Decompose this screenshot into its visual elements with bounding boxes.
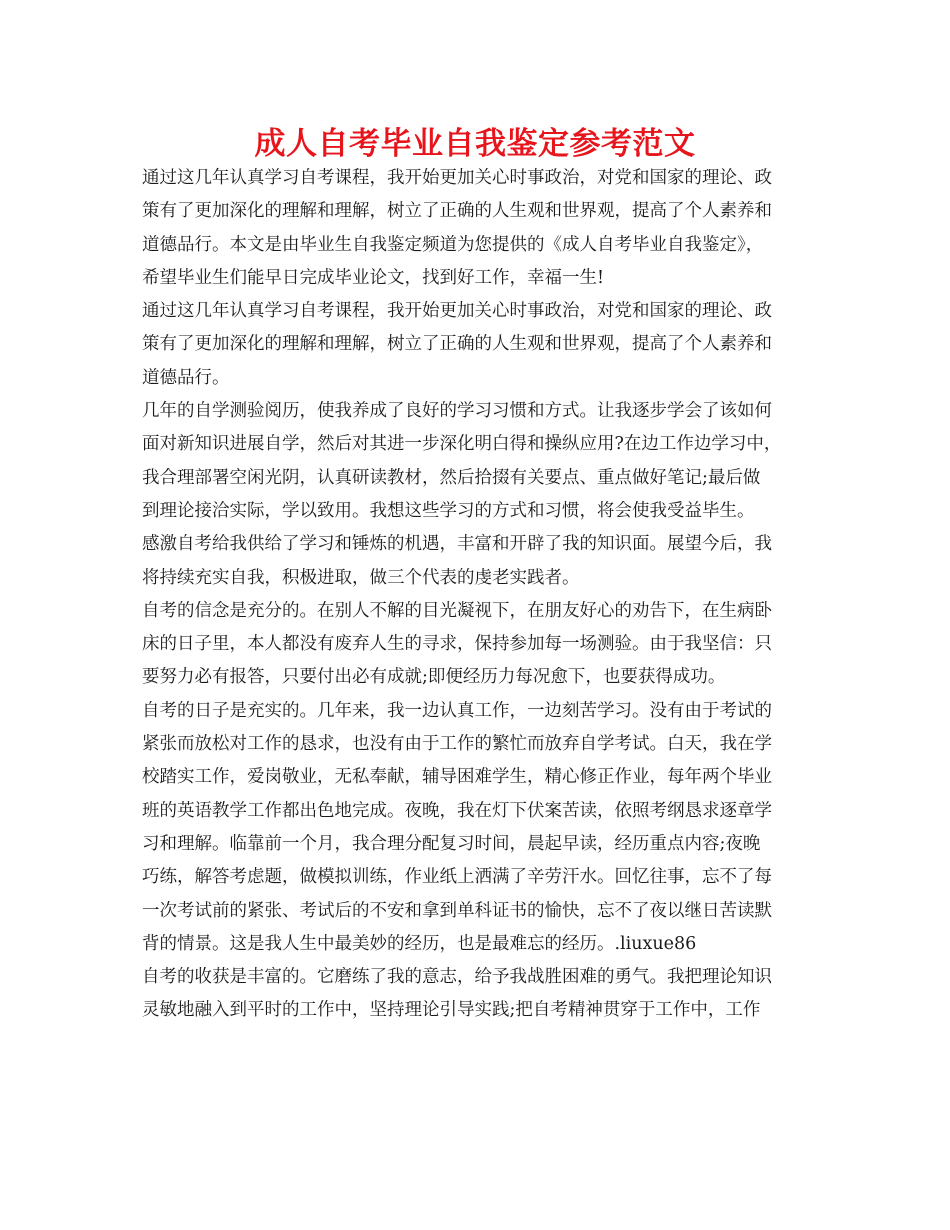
text-line: 将持续充实自我，积极进取，做三个代表的虔老实践者。 bbox=[142, 567, 580, 588]
text-line: 我合理部署空闲光阴，认真研读教材，然后拾掇有关要点、重点做好笔记;最后做 bbox=[142, 467, 761, 488]
text-line: 策有了更加深化的理解和理解，树立了正确的人生观和世界观，提高了个人素养和 bbox=[142, 334, 772, 355]
text-line: 自考的日子是充实的。几年来，我一边认真工作，一边刻苦学习。没有由于考试的 bbox=[142, 700, 772, 721]
text-line: 到理论接洽实际，学以致用。我想这些学习的方式和习惯，将会使我受益毕生。 bbox=[142, 500, 755, 521]
text-line: 通过这几年认真学习自考课程，我开始更加关心时事政治，对党和国家的理论、政 bbox=[142, 168, 772, 188]
text-line: 面对新知识进展自学，然后对其进一步深化明白得和操纵应用?在边工作边学习中， bbox=[142, 434, 782, 455]
text-line: 通过这几年认真学习自考课程，我开始更加关心时事政治，对党和国家的理论、政 bbox=[142, 301, 772, 322]
text-line: 道德品行。 bbox=[142, 367, 230, 388]
text-line: 几年的自学测验阅历，使我养成了良好的学习习惯和方式。让我逐步学会了该如何 bbox=[142, 401, 772, 422]
text-line: 床的日子里，本人都没有废弃人生的寻求，保持参加每一场测验。由于我坚信：只 bbox=[142, 634, 772, 655]
text-line: 一次考试前的紧张、考试后的不安和拿到单科证书的愉快，忘不了夜以继日苦读默 bbox=[142, 900, 772, 921]
text-line: 感激自考给我供给了学习和锤炼的机遇，丰富和开辟了我的知识面。展望今后，我 bbox=[142, 534, 772, 555]
document-title: 成人自考毕业自我鉴定参考范文 bbox=[254, 126, 696, 162]
text-line: 道德品行。本文是由毕业生自我鉴定频道为您提供的《成人自考毕业自我鉴定》， bbox=[142, 234, 764, 255]
text-line: 灵敏地融入到平时的工作中，坚持理论引导实践;把自考精神贯穿于工作中，工作 bbox=[142, 1000, 761, 1021]
text-line: 巧练，解答考虑题，做模拟训练，作业纸上洒满了辛劳汗水。回忆往事，忘不了每 bbox=[142, 867, 772, 888]
text-line: 策有了更加深化的理解和理解，树立了正确的人生观和世界观，提高了个人素养和 bbox=[142, 201, 772, 222]
text-line: 要努力必有报答，只要付出必有成就;即便经历力每况愈下，也要获得成功。 bbox=[142, 667, 726, 688]
text-line: 自考的信念是充分的。在别人不解的目光凝视下，在朋友好心的劝告下，在生病卧 bbox=[142, 600, 772, 621]
text-line: 习和理解。临靠前一个月，我合理分配复习时间，晨起早读，经历重点内容;夜晚 bbox=[142, 833, 761, 854]
text-line: 自考的收获是丰富的。它磨练了我的意志，给予我战胜困难的勇气。我把理论知识 bbox=[142, 967, 772, 988]
text-line: 背的情景。这是我人生中最美妙的经历，也是最难忘的经历。.liuxue86 bbox=[142, 933, 697, 954]
text-line: 班的英语教学工作都出色地完成。夜晚，我在灯下伏案苦读，依照考纲恳求逐章学 bbox=[142, 800, 772, 821]
text-line: 希望毕业生们能早日完成毕业论文，找到好工作，幸福一生! bbox=[142, 267, 605, 288]
document-body bbox=[142, 162, 812, 1028]
text-line: 紧张而放松对工作的恳求，也没有由于工作的繁忙而放弃自学考试。白天，我在学 bbox=[142, 734, 772, 755]
text-line: 校踏实工作，爱岗敬业，无私奉献，辅导困难学生，精心修正作业，每年两个毕业 bbox=[142, 767, 772, 788]
